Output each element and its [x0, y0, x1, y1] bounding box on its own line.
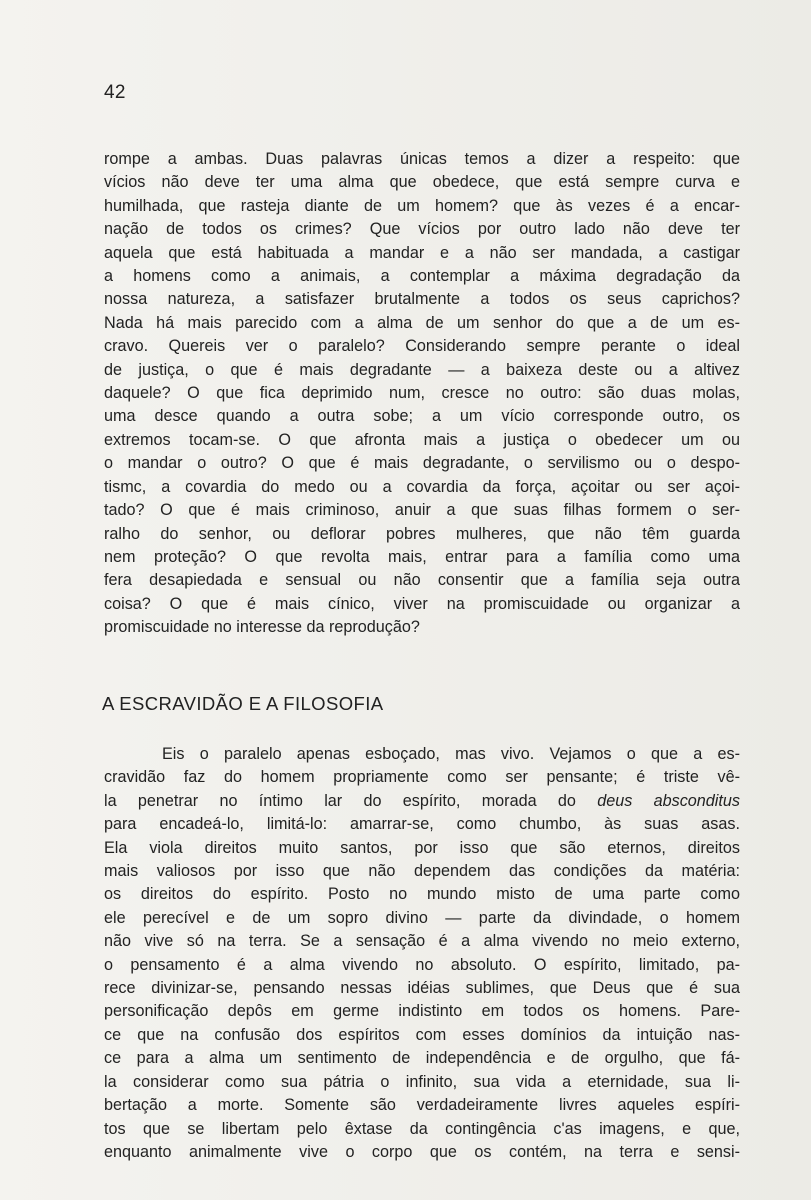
paragraph-2-line: rece divinizar-se, pensando nessas idéias sublimes, que Deus que é sua — [104, 979, 740, 998]
paragraph-2-line: la considerar como sua pátria o infinito, sua vida a eternidade, sua li- — [104, 1072, 740, 1091]
paragraph-2-line: mais valiosos por isso que não dependem das condições da matéria: — [104, 862, 740, 881]
paragraph-1-line: nossa natureza, a satisfazer brutalmente a todos os seus caprichos? — [104, 290, 740, 309]
paragraph-2-line: ele perecível e de um sopro divino — parte da divindade, o homem — [104, 908, 740, 927]
paragraph-2-line: para encadeá-lo, limitá-lo: amarrar-se, como chumbo, às suas asas. — [104, 815, 740, 834]
paragraph-1-line: daquele? O que fica deprimido num, cresce no outro: são duas molas, — [104, 384, 740, 403]
paragraph-2-line: Ela viola direitos muito santos, por isso que são eternos, direitos — [104, 838, 740, 857]
paragraph-2-line: ce para a alma um sentimento de independência e de orgulho, que fá- — [104, 1049, 740, 1068]
paragraph-2-line-text: la penetrar no íntimo lar do espírito, morada do — [104, 791, 598, 810]
paragraph-1-line: extremos tocam-se. O que afronta mais a justiça o obedecer um ou — [104, 430, 740, 449]
paragraph-1-line: Nada há mais parecido com a alma de um senhor do que a de um es- — [104, 313, 740, 332]
paragraph-1-line: aquela que está habituada a mandar e a não ser mandada, a castigar — [104, 243, 740, 262]
page-number: 42 — [104, 82, 126, 103]
paragraph-2-line: tos que se libertam pelo êxtase da contingência c'as imagens, e que, — [104, 1119, 740, 1138]
paragraph-1-line: humilhada, que rasteja diante de um homem? que às vezes é a encar- — [104, 196, 740, 215]
paragraph-1-line: o mandar o outro? O que é mais degradante, o servilismo ou o despo- — [104, 454, 740, 473]
paragraph-2 — [104, 743, 740, 1164]
paragraph-1-line: tismc, a covardia do medo ou a covardia da força, açoitar ou ser açoi- — [104, 477, 740, 496]
paragraph-2-line: personificação depôs em germe indistinto em todos os homens. Pare- — [104, 1002, 740, 1021]
paragraph-1-line: rompe a ambas. Duas palavras únicas temos a dizer a respeito: que — [104, 150, 740, 168]
paragraph-2-line: bertação a morte. Somente são verdadeiramente livres aqueles espíri- — [104, 1096, 740, 1115]
paragraph-2-line: enquanto animalmente vive o corpo que os contém, na terra e sensi- — [104, 1142, 740, 1161]
italic-phrase: deus absconditus — [597, 791, 741, 810]
paragraph-1-line: coisa? O que é mais cínico, viver na promiscuidade ou organizar a — [104, 594, 740, 613]
paragraph-1-line: tado? O que é mais criminoso, anuir a que suas filhas formem o ser- — [104, 501, 740, 520]
paragraph-1-line: fera desapiedada e sensual ou não consentir que a família seja outra — [104, 571, 740, 590]
paragraph-2-line: não vive só na terra. Se a sensação é a alma vivendo no meio externo, — [104, 932, 740, 951]
paragraph-2-line — [104, 743, 740, 766]
paragraph-1-line: nação de todos os crimes? Que vícios por outro lado não deve ter — [104, 220, 740, 239]
paragraph-1 — [104, 148, 740, 640]
paragraph-2-line: cravidão faz do homem propriamente como ser pensante; é triste vê- — [104, 768, 740, 787]
paragraph-2-line: ce que na confusão dos espíritos com esses domínios da intuição nas- — [104, 1025, 740, 1044]
paragraph-1-line: de justiça, o que é mais degradante — a baixeza deste ou a altivez — [104, 360, 740, 379]
paragraph-2-line: os direitos do espírito. Posto no mundo misto de uma parte como — [104, 885, 740, 904]
paragraph-2-line: o pensamento é a alma vivendo no absoluto. O espírito, limitado, pa- — [104, 955, 740, 974]
paragraph-1-line: nem proteção? O que revolta mais, entrar para a família como uma — [104, 547, 740, 566]
paragraph-1-line: vícios não deve ter uma alma que obedece, que está sempre curva e — [104, 173, 740, 192]
paragraph-1-line: promiscuidade no interesse da reprodução? — [104, 618, 420, 637]
paragraph-1-line: ralho do senhor, ou deflorar pobres mulheres, que não têm guarda — [104, 524, 740, 543]
paragraph-1-line: a homens como a animais, a contemplar a máxima degradação da — [104, 267, 740, 286]
section-heading: A ESCRAVIDÃO E A FILOSOFIA — [102, 693, 384, 714]
paragraph-2-line-text: Eis o paralelo apenas esboçado, mas vivo. Vejamos o que a es- — [162, 745, 740, 763]
paragraph-1-line: cravo. Quereis ver o paralelo? Considerando sempre perante o ideal — [104, 337, 740, 356]
paragraph-1-line: uma desce quando a outra sobe; a um vício corresponde outro, os — [104, 407, 740, 426]
paragraph-2-line — [104, 790, 740, 813]
